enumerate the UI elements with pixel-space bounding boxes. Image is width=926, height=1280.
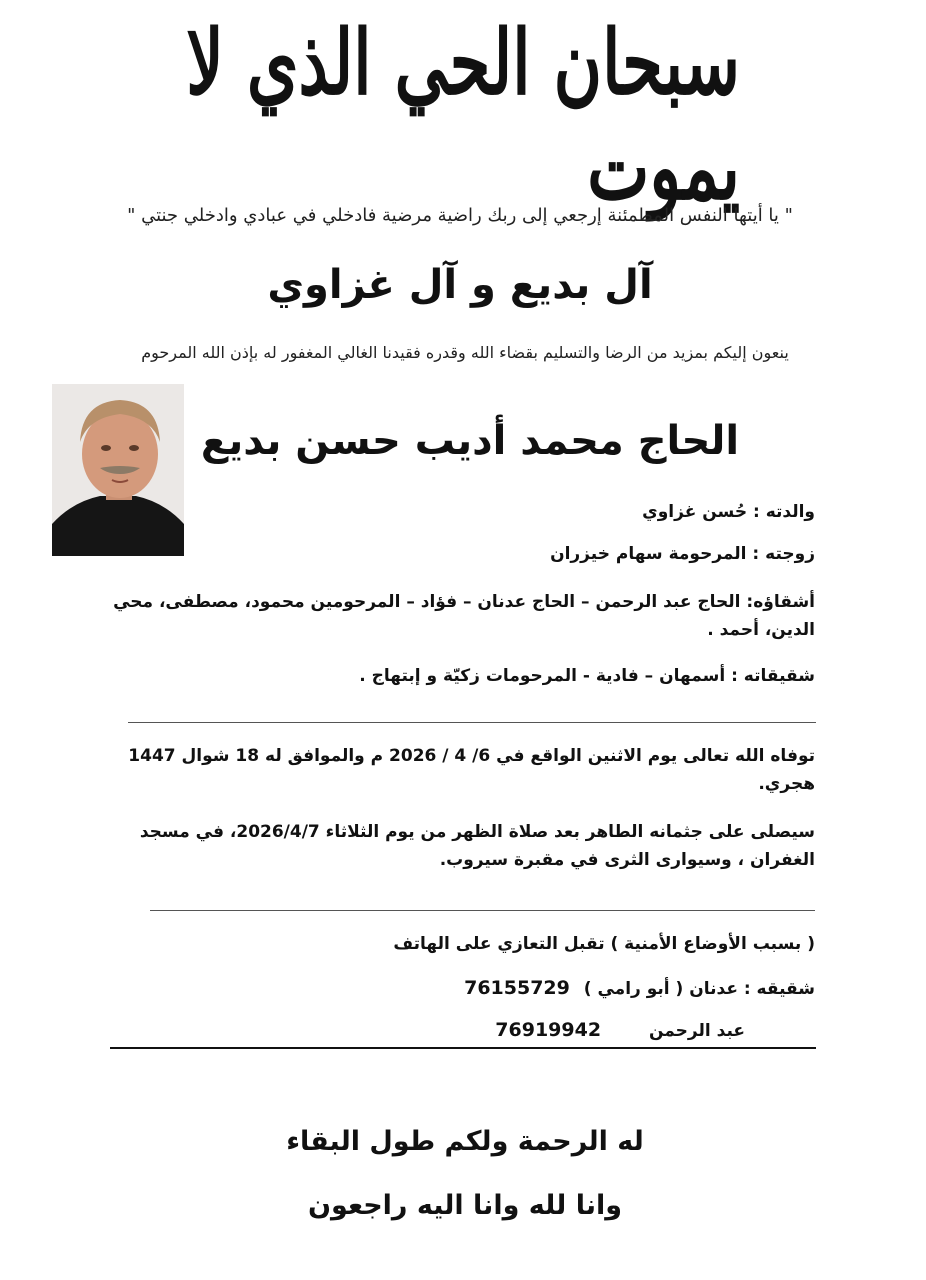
divider-1 [128,722,816,723]
deceased-name: الحاج محمد أديب حسن بديع [200,418,740,464]
contact-row [110,974,815,1003]
contact-label: شقيقه : عدنان ( أبو رامي ) [583,979,815,999]
calligraphy-title: سبحان الحي الذي لا يموت [186,9,740,221]
divider-3 [110,1047,816,1049]
divider-2 [150,910,815,911]
family-names: آل بديع و آل غزاوي [267,262,653,308]
portrait-image [52,384,184,556]
wife-line: زوجته : المرحومة سهام خيزران [550,544,815,564]
brothers-line: أشقاؤه: الحاج عبد الرحمن – الحاج عدنان – فؤاد – المرحومين محمود، مصطفى، محي الدين، أحمد . [113,592,815,640]
mother-line: والدته : حُسن غزاوي [642,502,815,522]
condolence-note: ( بسبب الأوضاع الأمنية ) تقبل التعازي على الهاتف [393,934,815,954]
contact-label: عبد الرحمن [648,1021,745,1041]
contact-row [110,1016,815,1045]
deceased-photo [52,384,184,556]
sisters-line: شقيقاته : أسمهان – فادية - المرحومات زكيّة و إبتهاج . [359,666,815,686]
funeral-notice: سيصلى على جثمانه الطاهر بعد صلاة الظهر من يوم الثلاثاء 2026/4/7، في مسجد الغفران ، وسيوارى الثرى في مقبرة سيروب. [139,822,815,870]
contact-phone: 76155729 [464,977,570,999]
death-notice: توفاه الله تعالى يوم الاثنين الواقع في 6/ 4 / 2026 م والموافق له 18 شوال 1447 هجري. [128,746,815,794]
closing-line-1: له الرحمة ولكم طول البقاء [286,1126,644,1157]
intro-text: ينعون إليكم بمزيد من الرضا والتسليم بقضاء الله وقدره فقيدنا الغالي المغفور له بإذن الله المرحوم [141,343,789,362]
quran-verse: " يا أيتها النفس المطمئنة إرجعي إلى ربك راضية مرضية فادخلي في عبادي وادخلي جنتي " [127,205,793,226]
contact-phone: 76919942 [495,1019,602,1041]
closing-line-2: وانا لله وانا اليه راجعون [307,1190,623,1221]
